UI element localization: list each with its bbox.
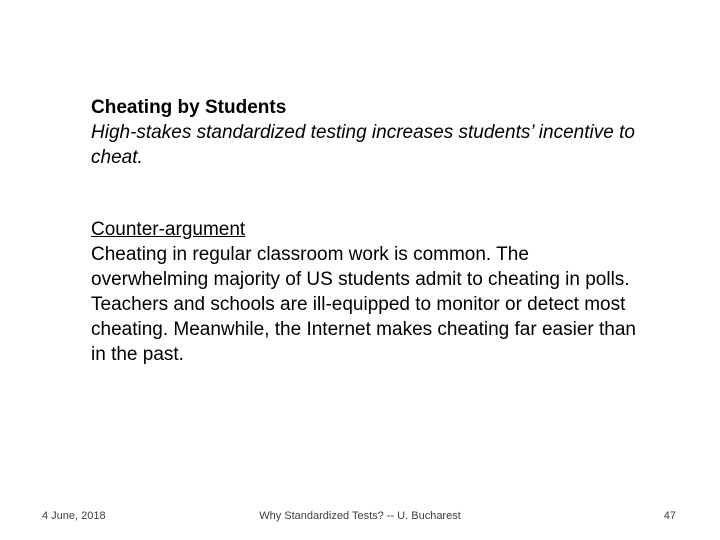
footer-title: Why Standardized Tests? -- U. Bucharest (259, 510, 461, 522)
slide-content (91, 95, 651, 367)
page-number: 47 (663, 510, 676, 522)
slide-heading: Cheating by Students (91, 97, 287, 118)
spacer (91, 170, 651, 217)
claim-text: High-stakes standardized testing increases students’ incentive to cheat. (91, 122, 635, 168)
counter-argument-heading: Counter-argument (91, 219, 246, 240)
counter-argument-text: Cheating in regular classroom work is common. The overwhelming majority of US students admit to cheating in polls. Teachers and schools are ill-equipped to monitor or detect most cheating. Meanwhile, the Internet makes cheating far easier than in the past. (91, 244, 636, 365)
footer-date: 4 June, 2018 (42, 510, 106, 522)
